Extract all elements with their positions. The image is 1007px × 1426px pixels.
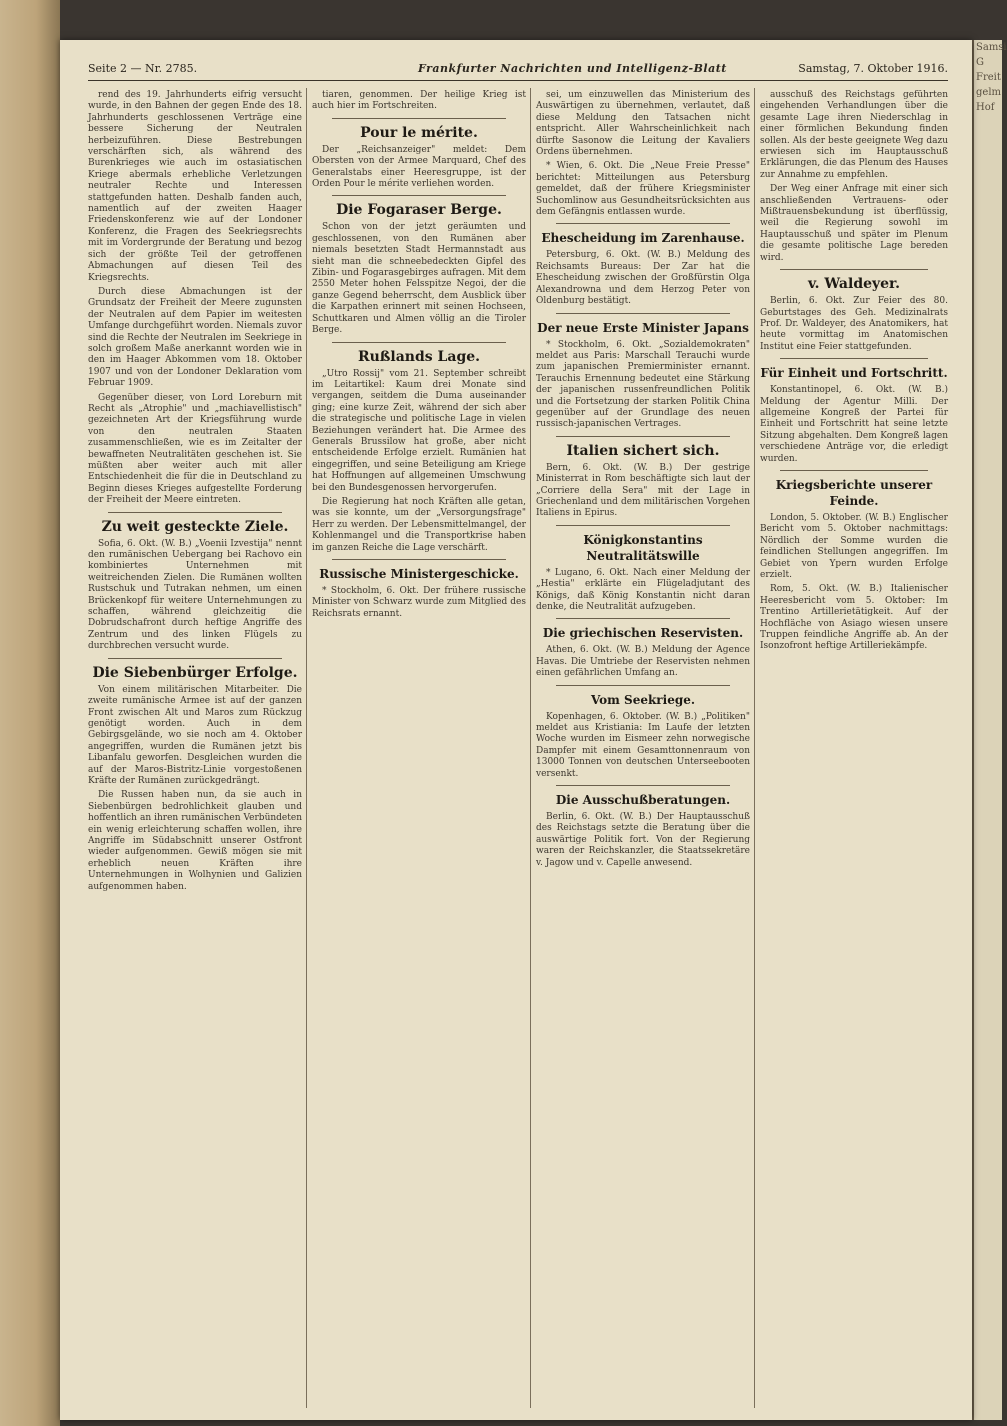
article-text: Berlin, 6. Okt. (W. B.) Der Hauptausschuß des Reichstags setzte die Beratung über die auswärtige Politik fort. Von der Regierung waren der Reichskanzler, die Staatssekretäre v. Jagow und v. Capelle anwesend.: [536, 812, 750, 868]
article-text: Athen, 6. Okt. (W. B.) Meldung der Agence Havas. Die Umtriebe der Reservisten nehmen einen gefährlichen Umfang an.: [536, 645, 750, 679]
book-binding: [0, 0, 60, 1426]
issue-date: Samstag, 7. Oktober 1916.: [798, 62, 948, 75]
strip-text: Freit: [976, 72, 1001, 83]
separator: [332, 195, 506, 196]
column-rule: [754, 88, 755, 1408]
article-text: Die Regierung hat noch Kräften alle getan, was sie konnte, um der „Versorgungsfrage" Herr zu werden. Der Lebensmittelmangel, der Kohlenmangel und die Transportkrise haben im ganzen Reiche die Lage verschärft.: [312, 496, 526, 553]
article-text: „Utro Rossij" vom 21. September schreibt im Leitartikel: Kaum drei Monate sind vergangen, seitdem die Duma auseinander ging; eine kurze Zeit, während der sich aber die strategische und politische Lage in vielen Beziehungen verändert hat. Die Armee des Generals Brussilow hat große, aber nicht entscheidende Erfolge erzielt. Rumänien hat eingegriffen, und seine Beteiligung am Kriege hat Hoffnungen auf allgemeinen Umschwung bei den Bundesgenossen hervorgerufen.: [312, 368, 526, 493]
separator: [556, 223, 730, 224]
headline: v. Waldeyer.: [807, 276, 901, 293]
article-text: * Stockholm, 6. Okt. „Sozialdemokraten" meldet aus Paris: Marschall Terauchi wurde zum japanischen Premierminister ernannt. Terauchis Ernennung bedeutet eine Stärkung der japanischen russenfreundlichen Politik und die Fortsetzung der starken Politik China gegenüber auf der Grundlage des neuen russisch-japanischen Vertrages.: [536, 339, 750, 430]
article-text: Der Weg einer Anfrage mit einer sich anschließenden Vertrauens- oder Mißtrauensbekundung ist überflüssig, weil die Regierung sowohl im Hauptausschuß und später im Plenum die gesamte politische Lage bereden wird.: [760, 184, 948, 263]
separator: [108, 658, 282, 659]
headline: Königkonstantins Neutralitätswille: [583, 532, 703, 563]
strip-text: gelm: [976, 87, 1001, 98]
separator: [780, 470, 928, 471]
separator: [556, 313, 730, 314]
article-text: Bern, 6. Okt. (W. B.) Der gestrige Ministerrat in Rom beschäftigte sich laut der „Corriere della Sera" mit der Lage in Griechenland und dem militärischen Vorgehen Italiens in Epirus.: [536, 462, 750, 519]
article-text: Petersburg, 6. Okt. (W. B.) Meldung des Reichsamts Bureaus: Der Zar hat die Ehescheidung zwischen der Großfürstin Olga Alexandrowna und dem Herzog Peter von Oldenburg bestätigt.: [536, 250, 750, 307]
headline: Die Siebenbürger Erfolge.: [92, 664, 298, 681]
article-text: Konstantinopel, 6. Okt. (W. B.) Meldung der Agentur Milli. Der allgemeine Kongreß der Partei für Einheit und Fortschritt hat seine letzte Sitzung abgehalten. Dem Kongreß lagen verschiedene Anträge vor, die erledigt wurden.: [760, 385, 948, 464]
headline: Kriegsberichte unserer Feinde.: [775, 477, 933, 508]
article-text: * Lugano, 6. Okt. Nach einer Meldung der „Hestia" erklärte ein Flügeladjutant des Königs, daß König Konstantin nicht daran denke, die Neutralität aufzugeben.: [536, 567, 750, 612]
article-text: Rom, 5. Okt. (W. B.) Italienischer Heeresbericht vom 5. Oktober: Im Trentino Artillerietätigkeit. Auf der Hochfläche von Asiago wiesen unsere Truppen feindliche Angriffe ab. An der Isonzofront heftige Artilleriekämpfe.: [760, 584, 948, 652]
article-text: ausschuß des Reichstags geführten eingehenden Verhandlungen über die gesamte Lage ihren Niederschlag in einer förmlichen Bekundung finden sollen. Als der beste geeignete Weg dazu erwiesen sich im Hauptausschuß Erklärungen, die das Plenum des Hauses zur Annahme zu empfehlen.: [760, 90, 948, 180]
headline: Vom Seekriege.: [590, 692, 696, 707]
strip-text: Samsi: [976, 42, 1007, 53]
page-header: [88, 60, 948, 81]
headline: Der neue Erste Minister Japans: [537, 320, 749, 335]
headline: Ehescheidung im Zarenhause.: [541, 231, 745, 246]
column-rule: [530, 88, 531, 1408]
headline: Rußlands Lage.: [357, 348, 481, 365]
separator: [332, 342, 506, 343]
separator: [108, 512, 282, 513]
strip-text: G: [976, 57, 984, 68]
headline: Die griechischen Reservisten.: [542, 626, 744, 641]
separator: [780, 358, 928, 359]
separator: [332, 118, 506, 119]
masthead: Frankfurter Nachrichten und Intelligenz-Blatt: [418, 62, 727, 75]
article-text: Von einem militärischen Mitarbeiter. Die zweite rumänische Armee ist auf der ganzen Front zwischen Alt und Maros zum Rückzug genötigt worden. Auch in dem Gebirgsgelände, wo sie noch am 4. Oktober angegriffen, wurden die Rumänen jetzt bis Libanfalu geworfen. Desgleichen wurden die auf der Maros-Bistritz-Linie vorgestoßenen Kräfte der Rumänen zurückgedrängt.: [88, 684, 302, 786]
article-text: sei, um einzuwellen das Ministerium des Auswärtigen zu übernehmen, verlautet, daß diese Meldung den Tatsachen nicht entspricht. Aller Wahrscheinlichkeit nach dürfte Sasonow die Leitung der Kavaliers Ordens übernehmen.: [536, 90, 750, 158]
headline: Pour le mérite.: [360, 124, 478, 141]
article-text: Sofia, 6. Okt. (W. B.) „Voenii Izvestija" nennt den rumänischen Uebergang bei Rachovo ein kombiniertes Unternehmen mit weitreichenden Zielen. Die Rumänen wollten Rustschuk und Tutrakan nehmen, um einen Brückenkopf für weitere Unternehmungen zu schaffen, während gleichzeitig die Dobrudschafront durch heftige Angriffe des Zentrum und des linken Flügels zu durchbrechen versucht wurde.: [88, 538, 302, 652]
page-number: Seite 2 — Nr. 2785.: [88, 62, 198, 75]
headline: Zu weit gesteckte Ziele.: [101, 518, 289, 535]
newspaper-page: [60, 40, 972, 1420]
article-text: Berlin, 6. Okt. Zur Feier des 80. Geburtstages des Geh. Medizinalrats Prof. Dr. Waldeyer, des Anatomikers, hat heute vormittag im Anatomischen Institut eine Feier stattgefunden.: [760, 296, 948, 352]
column-rule: [306, 88, 307, 1408]
headline: Russische Ministergeschicke.: [319, 567, 519, 581]
headline: Die Fogaraser Berge.: [336, 202, 502, 219]
separator: [556, 436, 730, 437]
article-text: Durch diese Abmachungen ist der Grundsatz der Freiheit der Meere zugunsten der Neutralen auf dem Papier im weitesten Umfange durchgeführt worden. Niemals zuvor sind die Rechte der Neutralen im Seekriege in solch großem Maße anerkannt worden wie in den im Haager Abkommen vom 18. Oktober 1907 und von der Londoner Deklaration vom Februar 1909.: [88, 286, 302, 389]
article-text: Der „Reichsanzeiger" meldet: Dem Obersten von der Armee Marquard, Chef des Generalstabs einer Heeresgruppe, ist der Orden Pour le mérite verliehen worden.: [312, 144, 526, 190]
article-text: Kopenhagen, 6. Oktober. (W. B.) „Politiken" meldet aus Kristiania: Im Laufe der letzten Woche wurden im Eismeer zehn norwegische Dampfer mit einem Gesamttonnenraum von 13000 Tonnen von deutschen Unterseebooten versenkt.: [536, 711, 750, 779]
separator: [556, 685, 730, 686]
column-1: [88, 90, 302, 1415]
separator: [556, 525, 730, 526]
article-text: * Wien, 6. Okt. Die „Neue Freie Presse" berichtet: Mitteilungen aus Petersburg gemeldet, daß der frühere Kriegsminister Suchomlinow aus Gesundheitsrücksichten aus dem Gefängnis entlassen wurde.: [536, 161, 750, 218]
article-text: Gegenüber dieser, von Lord Loreburn mit Recht als „Atrophie" und „machiavellistisch" gezeichneten Art der Kriegsführung wurde von den neutralen Staaten zusammenschließen, wie es im Zeitalter der bewaffneten Neutralitäten geschehen ist. Sie müßten aber weiter auch mit aller Entschiedenheit die für die in Deutschland zu Beginn dieses Krieges aufgestellte Forderung der Freiheit der Meere eintreten.: [88, 392, 302, 506]
headline: Für Einheit und Fortschritt.: [760, 366, 948, 381]
separator: [332, 559, 506, 560]
strip-text: Hof: [976, 102, 995, 113]
article-text: Die Russen haben nun, da sie auch in Siebenbürgen bedrohlichkeit glauben und hoffentlich an ihren rumänischen Verbündeten ein wenig erleichterung schaffen wollen, ihre Angriffe im Südabschnitt unserer Ostfront wieder aufgenommen. Gewiß mögen sie mit erheblich neuen Kräften ihre Unternehmungen in Wolhynien und Galizien aufgenommen haben.: [88, 790, 302, 892]
article-text: tiaren, genommen. Der heilige Krieg ist auch hier im Fortschreiten.: [312, 90, 526, 112]
adjacent-page-strip: [972, 40, 1007, 1420]
article-text: * Stockholm, 6. Okt. Der frühere russische Minister von Schwarz wurde zum Mitglied des Reichsrats ernannt.: [312, 586, 526, 619]
column-2: [312, 90, 526, 1415]
article-text: rend des 19. Jahrhunderts eifrig versucht wurde, in den Bahnen der gegen Ende des 18. Jahrhunderts geschlossenen Verträge eine bessere Sicherung der Neutralen herbeizuführen. Diese Bestrebungen verschärften sich, als während des Burenkrieges wie auch im ostasiatischen Kriege abermals erhebliche Verletzungen neutraler Rechte und Interessen stattgefunden hatten. Deshalb fanden auch, namentlich auf der zweiten Haager Friedenskonferenz wie auf der Londoner Konferenz, die Fragen des Seekriegsrechts mit im Vordergrunde der Beratung und bezog sich der größte Teil der getroffenen Abmachungen auf diesen Teil des Kriegsrechts.: [88, 90, 302, 283]
separator: [556, 785, 730, 786]
column-4: [760, 90, 948, 1415]
separator: [556, 618, 730, 619]
column-3: [536, 90, 750, 1415]
separator: [780, 269, 928, 270]
article-text: London, 5. Oktober. (W. B.) Englischer Bericht vom 5. Oktober nachmittags: Nördlich der Somme wurden die feindlichen Stellungen angegriffen. Im Gebiet von Ypern wurden Erfolge erzielt.: [760, 512, 948, 580]
headline: Italien sichert sich.: [566, 442, 720, 459]
headline: Die Ausschußberatungen.: [555, 793, 731, 808]
article-text: Schon von der jetzt geräumten und geschlossenen, von den Rumänen aber niemals besetzten Stadt Hermannstadt aus sieht man die schneebedeckten Gipfel des Zibin- und Fogarasgebirges aufragen. Mit dem 2550 Meter hohen Felsspitze Negoi, der die ganze Gegend beherrscht, dem Ausblick über die Karpathen erinnert mit seinen Hochseen, Schuttkaren und Almen völlig an die Tiroler Berge.: [312, 222, 526, 336]
